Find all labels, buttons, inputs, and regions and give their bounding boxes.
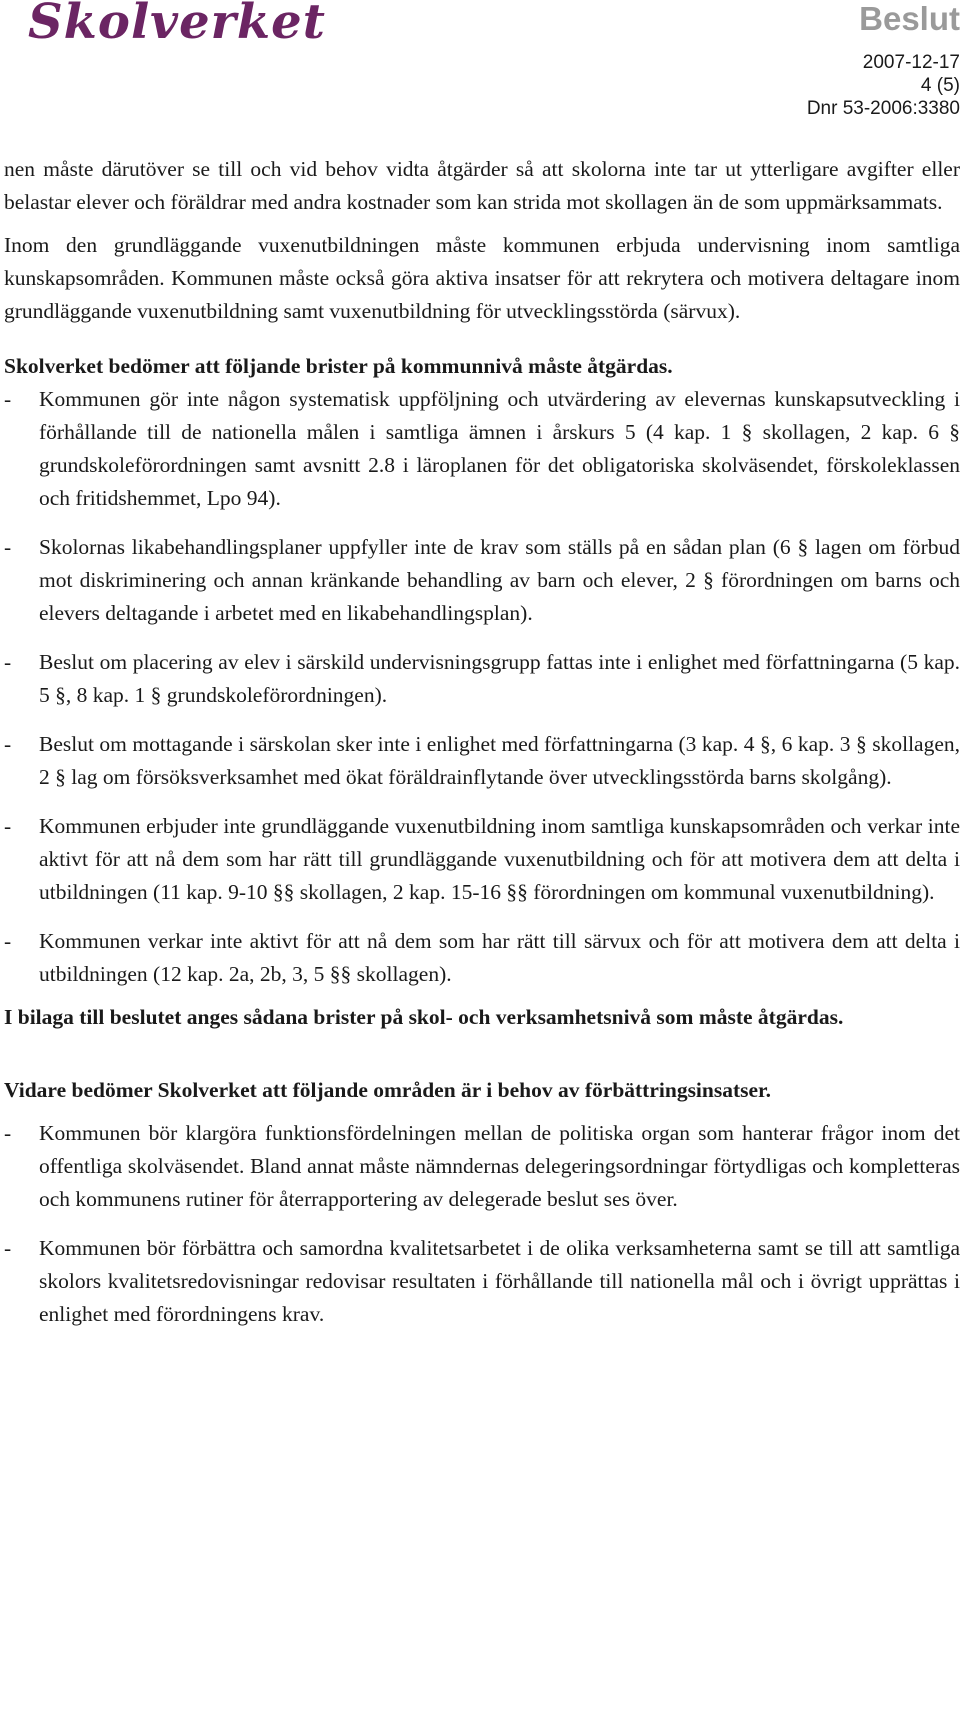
list-dash: - — [4, 387, 12, 411]
list-item-text: Kommunen erbjuder inte grundläggande vuxenutbildning inom samtliga kunskapsområden och verkar inte aktivt för att nå dem som har rätt till grundläggande vuxenutbildning och för att motivera dem att delta i utbildningen (11 kap. 9-10 §§ skollagen, 2 kap. 15-16 §§ förordningen om kommunal vuxenutbildning). — [39, 814, 960, 904]
improvement-list — [4, 1117, 960, 1331]
document-header — [0, 0, 960, 150]
document-date: 2007-12-17 — [862, 52, 960, 73]
list-dash: - — [4, 535, 12, 559]
list-item — [4, 925, 960, 991]
list-item-text: Beslut om mottagande i särskolan sker inte i enlighet med författningarna (3 kap. 4 §, 6 kap. 3 § skollagen, 2 § lag om försöksverksamhet med ökat föräldrainflytande över utvecklingsstörda barns skolgång). — [39, 732, 960, 789]
list-dash: - — [4, 650, 12, 674]
list-item-text: Beslut om placering av elev i särskild undervisningsgrupp fattas inte i enlighet med författningarna (5 kap. 5 §, 8 kap. 1 § grundskoleförordningen). — [39, 650, 960, 707]
list-dash: - — [4, 1121, 12, 1145]
document-type: Beslut — [859, 0, 960, 37]
list-item — [4, 1232, 960, 1331]
list-dash: - — [4, 929, 12, 953]
document-body — [4, 153, 960, 1331]
paragraph-fees: nen måste därutöver se till och vid behov vidta åtgärder så att skolorna inte tar ut ytterligare avgifter eller belastar elever och föräldrar med andra kostnader som kan strida mot skollagen än de som uppmärksammats. — [4, 157, 960, 214]
list-item — [4, 531, 960, 630]
page-number: 4 (5) — [920, 75, 960, 96]
paragraph-adult-education: Inom den grundläggande vuxenutbildningen måste kommunen erbjuda undervisning inom samtliga kunskapsområden. Kommunen måste också göra aktiva insatser för att rekrytera och motivera deltagare inom grundläggande vuxenutbildning samt vuxenutbildning för utvecklingsstörda (särvux). — [4, 233, 960, 323]
heading-appendix-note: I bilaga till beslutet anges sådana brister på skol- och verksamhetsnivå som måste åtgärdas. — [4, 1005, 844, 1029]
skolverket-logo: Skolverket — [28, 0, 326, 50]
list-item — [4, 728, 960, 794]
list-dash: - — [4, 1236, 12, 1260]
list-item — [4, 383, 960, 515]
list-item-text: Kommunen bör förbättra och samordna kvalitetsarbetet i de olika verksamheterna samt se till att samtliga skolors kvalitetsredovisningar redovisar resultaten i förhållande till nationella mål och i övrigt upprättas i enlighet med förordningens krav. — [39, 1236, 960, 1326]
list-item-text: Kommunen bör klargöra funktionsfördelningen mellan de politiska organ som hanterar frågor inom det offentliga skolväsendet. Bland annat måste nämndernas delegeringsordningar förtydligas och kompletteras och kommunens rutiner för återrapportering av delegerade beslut ses över. — [39, 1121, 960, 1211]
list-item-text: Kommunen gör inte någon systematisk uppföljning och utvärdering av elevernas kunskapsutveckling i förhållande till de nationella målen i samtliga ämnen i årskurs 5 (4 kap. 1 § skollagen, 2 kap. 6 § grundskoleförordningen samt avsnitt 2.8 i läroplanen för det obligatoriska skolväsendet, förskoleklassen och fritidshemmet, Lpo 94). — [39, 387, 960, 510]
deficiency-list — [4, 383, 960, 991]
list-item-text: Skolornas likabehandlingsplaner uppfyller inte de krav som ställs på en sådan plan (6 § lagen om förbud mot diskriminering och annan kränkande behandling av barn och elever, 2 § förordningen om barns och elevers deltagande i arbetet med en likabehandlingsplan). — [39, 535, 960, 625]
list-dash: - — [4, 732, 12, 756]
list-item — [4, 810, 960, 909]
registration-number: Dnr 53-2006:3380 — [806, 98, 960, 119]
list-dash: - — [4, 814, 12, 838]
document-meta — [807, 51, 960, 120]
list-item-text: Kommunen verkar inte aktivt för att nå dem som har rätt till särvux och för att motivera dem att delta i utbildningen (12 kap. 2a, 2b, 3, 5 §§ skollagen). — [39, 929, 960, 986]
heading-improvement-areas: Vidare bedömer Skolverket att följande områden är i behov av förbättringsinsatser. — [4, 1078, 771, 1102]
heading-municipal-deficiencies: Skolverket bedömer att följande brister på kommunnivå måste åtgärdas. — [4, 354, 673, 378]
list-item — [4, 1117, 960, 1216]
list-item — [4, 646, 960, 712]
